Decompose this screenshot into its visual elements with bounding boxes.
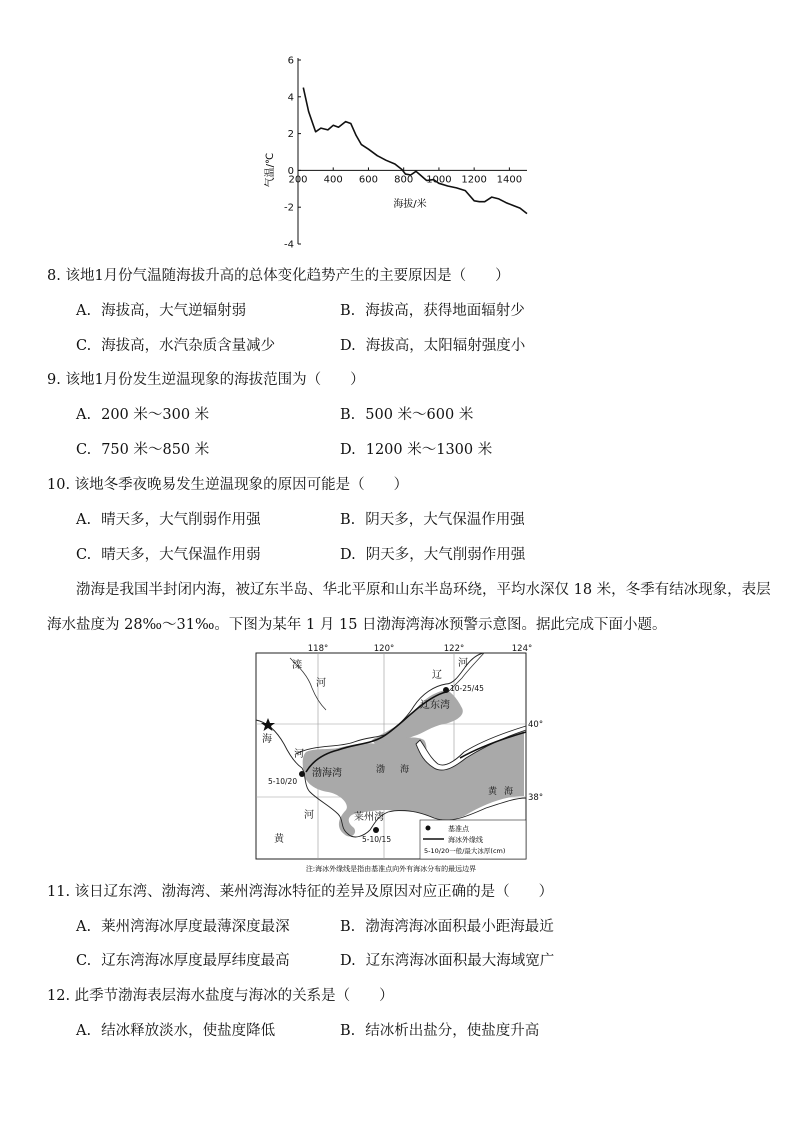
option-d: D. 辽东湾海冰面积最大海域宽广	[340, 953, 555, 969]
option-c: C. 海拔高，水汽杂质含量减少	[76, 338, 276, 354]
option-b: B. 渤海湾海冰面积最小距海最近	[340, 919, 554, 935]
question-stem: 11. 该日辽东湾、渤海湾、莱州湾海冰特征的差异及原因对应正确的是（ ）	[47, 884, 554, 900]
svg-text:40°: 40°	[528, 720, 544, 730]
x-tick-label: 800	[394, 174, 414, 186]
svg-text:38°: 38°	[528, 793, 544, 803]
label-point-laizhou: 5-10/15	[362, 835, 392, 844]
svg-text:124°: 124°	[511, 644, 533, 654]
label-huanghai-hai: 海	[504, 787, 514, 797]
question-stem: 10. 该地冬季夜晚易发生逆温现象的原因可能是（ ）	[47, 477, 409, 493]
chart-axes	[298, 58, 527, 244]
y-tick-label: 2	[287, 129, 294, 141]
y-tick-label: 0	[287, 165, 294, 177]
question-stem: 9. 该地1月份发生逆温现象的海拔范围为（ ）	[47, 372, 365, 388]
option-d: D. 阴天多，大气削弱作用强	[340, 547, 526, 563]
y-tick-label: -4	[284, 239, 294, 251]
label-hai-he: 河	[294, 749, 304, 760]
option-c: C. 750 米～850 米	[76, 442, 210, 458]
svg-text:122°: 122°	[443, 644, 465, 654]
svg-text:5-10/20一般/最大冰厚(cm): 5-10/20一般/最大冰厚(cm)	[424, 847, 506, 855]
y-axis-label: 气温/℃	[265, 152, 276, 188]
option-a: A. 晴天多，大气削弱作用强	[76, 512, 261, 528]
x-tick-label: 1400	[496, 174, 523, 186]
label-liao: 辽	[432, 670, 442, 681]
temperature-altitude-chart	[255, 50, 545, 255]
option-c: C. 辽东湾海冰厚度最厚纬度最高	[76, 953, 290, 969]
reference-point-liaodong	[443, 687, 449, 693]
label-bohai-hai: 海	[400, 765, 410, 775]
x-tick-label: 200	[288, 174, 308, 186]
option-a: A. 海拔高，大气逆辐射弱	[76, 303, 247, 319]
map-caption: 注:海冰外缘线是指由基准点向外有海冰分布的最远边界	[305, 865, 477, 873]
label-luan: 滦	[292, 660, 302, 671]
option-b: B. 500 米～600 米	[340, 407, 474, 423]
option-a: A. 结冰释放淡水，使盐度降低	[76, 1023, 276, 1039]
svg-text:118°: 118°	[307, 644, 329, 654]
chart-ticks	[284, 56, 522, 251]
option-b: B. 海拔高，获得地面辐射少	[340, 303, 525, 319]
x-tick-label: 400	[323, 174, 343, 186]
label-laizhou-bay: 莱州湾	[354, 812, 384, 823]
temperature-series-line	[303, 88, 527, 214]
svg-text:基准点: 基准点	[448, 825, 469, 833]
map-legend	[420, 820, 526, 859]
label-hai: 海	[262, 734, 272, 745]
passage-line-1: 渤海是我国半封闭内海，被辽东半岛、华北平原和山东半岛环绕，平均水深仅 18 米，冬季有结冰现象，表层	[76, 582, 771, 598]
label-luan-he: 河	[316, 678, 326, 689]
label-liao-he: 河	[458, 658, 468, 669]
question-stem: 12. 此季节渤海表层海水盐度与海冰的关系是（ ）	[47, 988, 394, 1004]
question-stem: 8. 该地1月份气温随海拔升高的总体变化趋势产生的主要原因是（ ）	[47, 268, 510, 284]
x-tick-label: 600	[358, 174, 379, 186]
option-a: A. 200 米～300 米	[76, 407, 210, 423]
x-axis-label: 海拔/米	[393, 199, 427, 210]
reference-point-bohaiwan	[299, 771, 305, 777]
svg-text:海冰外缘线: 海冰外缘线	[448, 836, 483, 844]
passage-line-2: 海水盐度为 28‰～31‰。下图为某年 1 月 15 日渤海湾海冰预警示意图。据此完成下面小题。	[47, 617, 667, 633]
y-tick-label: -2	[284, 202, 294, 214]
option-a: A. 莱州湾海冰厚度最薄深度最深	[76, 919, 290, 935]
y-tick-label: 6	[287, 55, 294, 67]
svg-text:120°: 120°	[373, 644, 395, 654]
label-bohai-bay: 渤海湾	[312, 768, 342, 779]
chart-series	[303, 88, 527, 214]
bohai-sea-ice-map	[254, 644, 544, 876]
option-d: D. 1200 米～1300 米	[340, 442, 493, 458]
option-b: B. 结冰析出盐分，使盐度升高	[340, 1023, 540, 1039]
reference-point-laizhou	[373, 827, 379, 833]
label-point-bohaiwan: 5-10/20	[268, 777, 298, 786]
label-bo: 渤	[376, 765, 386, 775]
y-tick-label: 4	[287, 92, 294, 104]
label-huanghai-huang: 黄	[488, 787, 498, 797]
label-huang: 黄	[274, 834, 284, 845]
option-c: C. 晴天多，大气保温作用弱	[76, 547, 261, 563]
x-tick-label: 1000	[426, 174, 452, 186]
label-liaodong-bay: 辽东湾	[420, 700, 450, 711]
option-b: B. 阴天多，大气保温作用强	[340, 512, 525, 528]
x-tick-label: 1200	[461, 174, 487, 186]
option-d: D. 海拔高，太阳辐射强度小	[340, 338, 526, 354]
label-huang-he: 河	[304, 810, 314, 821]
label-point-liaodong: 10-25/45	[450, 684, 484, 693]
